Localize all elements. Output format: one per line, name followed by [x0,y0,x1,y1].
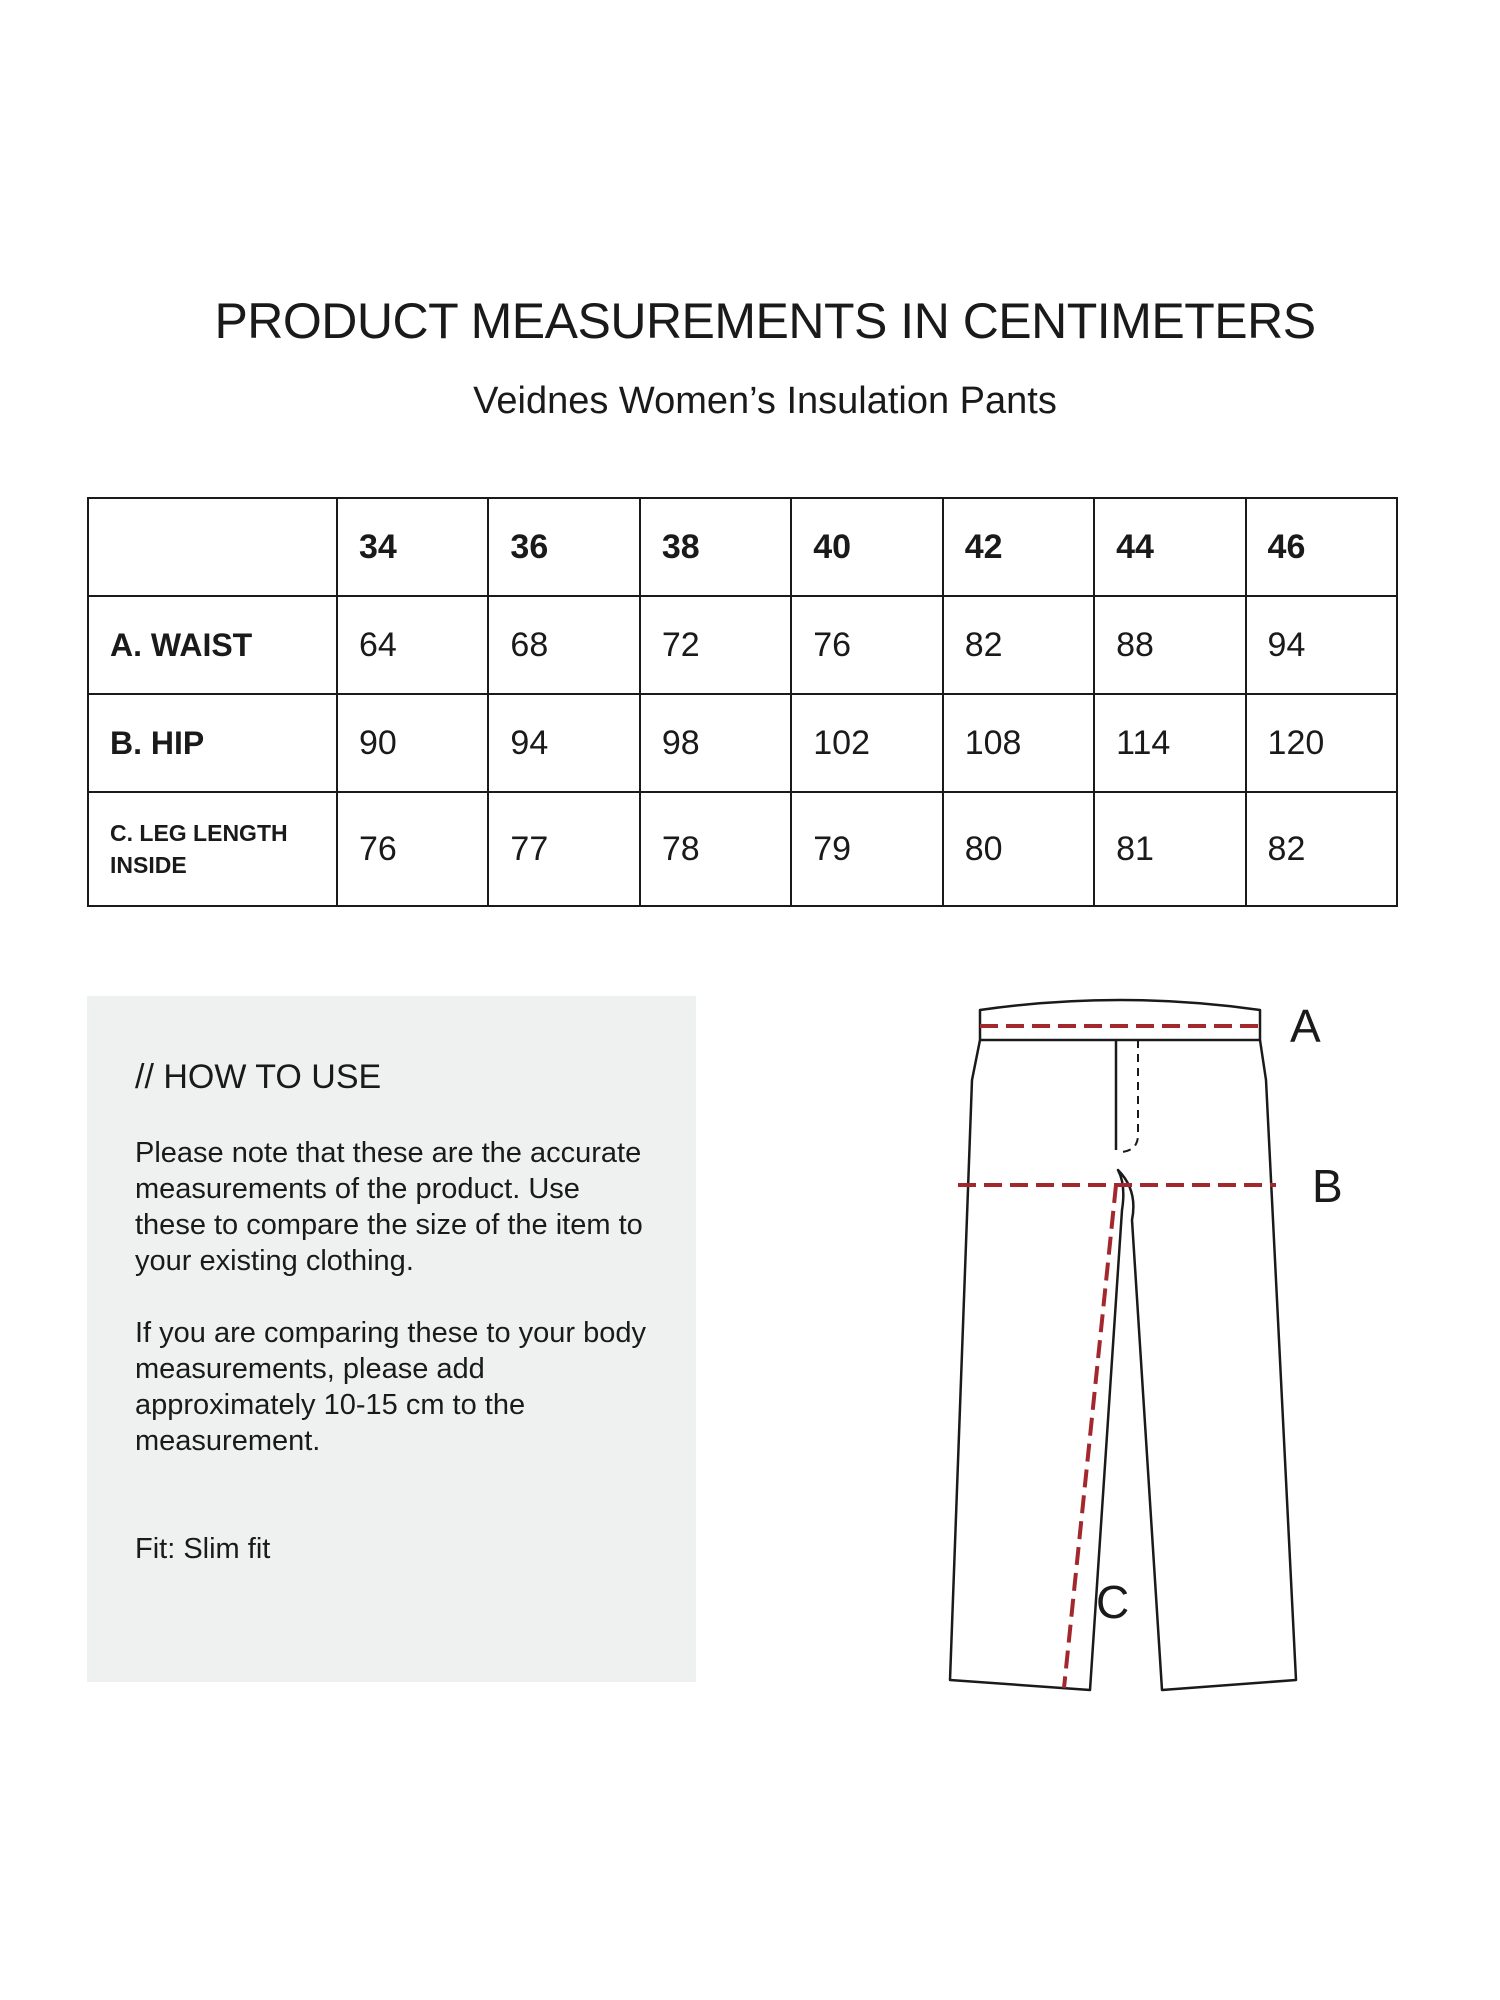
table-row-waist [88,596,1397,694]
table-cell: 82 [943,596,1094,694]
pants-diagram [900,980,1380,1720]
table-cell: 76 [337,792,488,906]
table-cell: 98 [640,694,791,792]
row-label-line: C. LEG LENGTH [110,820,288,846]
size-header: 44 [1094,498,1245,596]
table-cell: 120 [1246,694,1397,792]
page-title: PRODUCT MEASUREMENTS IN CENTIMETERS [214,293,1316,349]
table-cell: 94 [1246,596,1397,694]
table-cell: 68 [488,596,639,694]
waistband-outline [980,1000,1260,1040]
table-cell: 108 [943,694,1094,792]
table-cell: 72 [640,596,791,694]
table-row-leg-length [88,792,1397,906]
size-header: 36 [488,498,639,596]
row-label [88,792,337,906]
label-a: A [1290,1000,1321,1052]
how-to-use-paragraph: Please note that these are the accurate measurements of the product. Use these to compare the size of the item to your existing clothing. [135,1137,643,1277]
table-cell: 94 [488,694,639,792]
table-cell: 64 [337,596,488,694]
label-c: C [1096,1576,1130,1628]
table-cell: 88 [1094,596,1245,694]
how-to-use-panel [87,996,696,1682]
table-cell: 102 [791,694,942,792]
size-header: 40 [791,498,942,596]
size-header-row [88,498,1397,596]
size-header: 42 [943,498,1094,596]
table-cell: 81 [1094,792,1245,906]
table-cell: 80 [943,792,1094,906]
size-header: 46 [1246,498,1397,596]
how-to-use-paragraph: If you are comparing these to your body measurements, please add approximately 10-15 cm to the measurement. [135,1317,647,1457]
fit-note: Fit: Slim fit [135,1533,271,1565]
size-header: 34 [337,498,488,596]
size-table [87,497,1398,907]
table-cell: 77 [488,792,639,906]
fly-stitch [1122,1040,1138,1152]
row-label-line: INSIDE [110,852,187,878]
table-cell: 82 [1246,792,1397,906]
table-cell: 79 [791,792,942,906]
label-b: B [1312,1160,1343,1212]
how-to-use-title: // HOW TO USE [135,1058,382,1096]
corner-cell [88,498,337,596]
table-cell: 76 [791,596,942,694]
row-label: B. HIP [88,694,337,792]
table-cell: 114 [1094,694,1245,792]
table-cell: 90 [337,694,488,792]
size-header: 38 [640,498,791,596]
row-label: A. WAIST [88,596,337,694]
table-cell: 78 [640,792,791,906]
product-name: Veidnes Women’s Insulation Pants [473,380,1057,422]
table-row-hip [88,694,1397,792]
